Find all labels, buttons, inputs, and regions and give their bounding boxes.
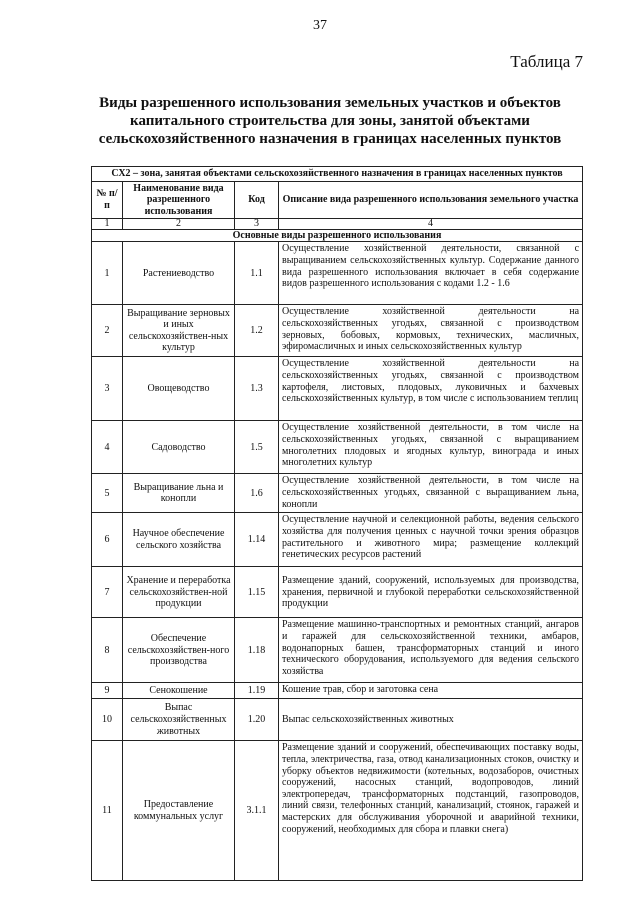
row-number: 7 <box>92 567 123 618</box>
row-code: 1.19 <box>235 683 279 699</box>
table-row <box>92 618 583 683</box>
column-header-name: Наименование вида разрешенного использования <box>123 181 235 219</box>
row-name: Обеспечение сельскохозяйствен-ного производства <box>123 618 235 683</box>
row-number: 3 <box>92 357 123 421</box>
table-row <box>92 474 583 513</box>
row-description: Размещение зданий и сооружений, обеспечивающих поставку воды, тепла, электричества, газа, отвод канализационных стоков, очистку и уборку объектов недвижимости (котельных, водозаборов, очистных сооружений, насосных станций, водопроводов, линий электропередач, трансформаторных подстанций, газопроводов, линий связи, телефонных станций, канализаций, стоянок, гаражей и мастерских для обслуживания уборочной и аварийной техники, сооружений, необходимых для сбора и плавки снега) <box>279 741 583 881</box>
column-index: 2 <box>123 219 235 230</box>
table-row <box>92 513 583 567</box>
row-code: 1.20 <box>235 699 279 741</box>
row-number: 2 <box>92 305 123 357</box>
row-description: Осуществление хозяйственной деятельности, в том числе на сельскохозяйственных угодьях, связанной с выращиванием многолетних плодовых и ягодных культур, винограда и иных многолетних культур <box>279 421 583 474</box>
table-label: Таблица 7 <box>510 52 583 71</box>
section-title: Основные виды разрешенного использования <box>92 230 583 242</box>
row-name: Хранение и переработка сельскохозяйствен-ной продукции <box>123 567 235 618</box>
row-code: 3.1.1 <box>235 741 279 881</box>
column-index: 4 <box>279 219 583 230</box>
row-name: Выращивание зерновых и иных сельскохозяйствен-ных культур <box>123 305 235 357</box>
row-code: 1.3 <box>235 357 279 421</box>
row-number: 11 <box>92 741 123 881</box>
table-row <box>92 421 583 474</box>
row-code: 1.15 <box>235 567 279 618</box>
table-row <box>92 242 583 305</box>
column-index: 3 <box>235 219 279 230</box>
row-name: Предоставление коммунальных услуг <box>123 741 235 881</box>
table-row <box>92 683 583 699</box>
row-number: 9 <box>92 683 123 699</box>
column-header-num: № п/п <box>92 181 123 219</box>
row-code: 1.14 <box>235 513 279 567</box>
row-number: 1 <box>92 242 123 305</box>
row-name: Выращивание льна и конопли <box>123 474 235 513</box>
column-index: 1 <box>92 219 123 230</box>
row-code: 1.2 <box>235 305 279 357</box>
row-number: 6 <box>92 513 123 567</box>
zone-header-row <box>92 167 583 182</box>
row-code: 1.18 <box>235 618 279 683</box>
table-row <box>92 357 583 421</box>
row-description: Осуществление хозяйственной деятельности на сельскохозяйственных угодьях, связанной с производством зерновых, бобовых, кормовых, технических, масличных, эфиромасличных и иных сельскохозяйственных культур <box>279 305 583 357</box>
row-name: Выпас сельскохозяйственных животных <box>123 699 235 741</box>
row-description: Осуществление хозяйственной деятельности на сельскохозяйственных угодьях, связанной с производством картофеля, листовых, плодовых, луковичных и бахчевых сельскохозяйственных культур, в том числе с использованием теплиц <box>279 357 583 421</box>
zone-header: СХ2 – зона, занятая объектами сельскохозяйственного назначения в границах населенных пунктов <box>92 167 583 182</box>
row-name: Садоводство <box>123 421 235 474</box>
row-name: Сенокошение <box>123 683 235 699</box>
row-description: Размещение зданий, сооружений, используемых для производства, хранения, первичной и глубокой переработки сельскохозяйственной продукции <box>279 567 583 618</box>
column-header-code: Код <box>235 181 279 219</box>
row-number: 10 <box>92 699 123 741</box>
zone-table <box>91 166 583 881</box>
row-description: Осуществление хозяйственной деятельности, связанной с выращиванием сельскохозяйственных культур. Содержание данного вида разрешенного использования включает в себя содержание видов разрешенного использования с кодами 1.2 - 1.6 <box>279 242 583 305</box>
row-description: Размещение машинно-транспортных и ремонтных станций, ангаров и гаражей для сельскохозяйственной техники, амбаров, водонапорных башен, трансформаторных станций и иного технического оборудования, используемого для ведения сельского хозяйства <box>279 618 583 683</box>
table-row <box>92 305 583 357</box>
column-index-row <box>92 219 583 230</box>
row-description: Осуществление хозяйственной деятельности, в том числе на сельскохозяйственных угодьях, связанной с выращиванием льна, конопли <box>279 474 583 513</box>
row-code: 1.6 <box>235 474 279 513</box>
document-title: Виды разрешенного использования земельных участков и объектов капитального строительства для зоны, занятой объектами сельскохозяйственного назначения в границах населенных пунктов <box>98 95 562 147</box>
page-number: 37 <box>313 18 327 33</box>
row-description: Выпас сельскохозяйственных животных <box>279 699 583 741</box>
table-row <box>92 699 583 741</box>
row-number: 4 <box>92 421 123 474</box>
row-code: 1.1 <box>235 242 279 305</box>
row-name: Овощеводство <box>123 357 235 421</box>
row-description: Кошение трав, сбор и заготовка сена <box>279 683 583 699</box>
row-name: Растениеводство <box>123 242 235 305</box>
row-description: Осуществление научной и селекционной работы, ведения сельского хозяйства для получения ценных с научной точки зрения образцов растительного и животного мира; размещение коллекций генетических ресурсов растений <box>279 513 583 567</box>
section-row <box>92 230 583 242</box>
row-name: Научное обеспечение сельского хозяйства <box>123 513 235 567</box>
table-row <box>92 567 583 618</box>
table-row <box>92 741 583 881</box>
row-number: 8 <box>92 618 123 683</box>
row-code: 1.5 <box>235 421 279 474</box>
column-header-desc: Описание вида разрешенного использования земельного участка <box>279 181 583 219</box>
row-number: 5 <box>92 474 123 513</box>
column-header-row <box>92 181 583 219</box>
